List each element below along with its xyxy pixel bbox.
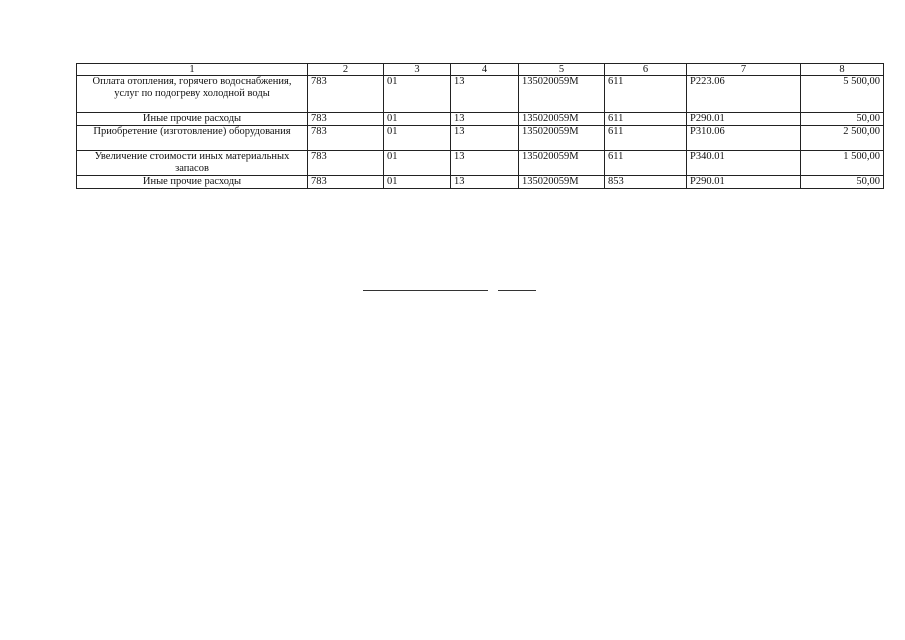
- amount-cell: 50,00: [801, 113, 884, 126]
- code-cell: 783: [308, 113, 384, 126]
- amount-cell: 5 500,00: [801, 76, 884, 113]
- target-article-cell: 135020059M: [519, 113, 605, 126]
- amount-cell: 50,00: [801, 176, 884, 189]
- expense-name: Оплата отопления, горячего водоснабжения, услуг по подогреву холодной воды: [77, 76, 308, 113]
- code-cell: 783: [308, 76, 384, 113]
- table-row: [77, 151, 884, 176]
- expense-name: Иные прочие расходы: [77, 113, 308, 126]
- kosgu-cell: P223.06: [687, 76, 801, 113]
- col-header-1: 1: [77, 64, 308, 76]
- col-header-8: 8: [801, 64, 884, 76]
- target-article-cell: 135020059M: [519, 126, 605, 151]
- subsection-cell: 13: [451, 113, 519, 126]
- target-article-cell: 135020059M: [519, 151, 605, 176]
- col-header-6: 6: [605, 64, 687, 76]
- expense-type-cell: 611: [605, 126, 687, 151]
- target-article-cell: 135020059M: [519, 76, 605, 113]
- expense-type-cell: 853: [605, 176, 687, 189]
- col-header-4: 4: [451, 64, 519, 76]
- code-cell: 783: [308, 126, 384, 151]
- section-cell: 01: [384, 151, 451, 176]
- expense-name: Приобретение (изготовление) оборудования: [77, 126, 308, 151]
- budget-table: [76, 63, 884, 189]
- col-header-2: 2: [308, 64, 384, 76]
- code-cell: 783: [308, 176, 384, 189]
- table-row: [77, 113, 884, 126]
- subsection-cell: 13: [451, 151, 519, 176]
- expense-name: Увеличение стоимости иных материальных запасов: [77, 151, 308, 176]
- expense-type-cell: 611: [605, 113, 687, 126]
- table-row: [77, 176, 884, 189]
- kosgu-cell: P290.01: [687, 113, 801, 126]
- kosgu-cell: P310.06: [687, 126, 801, 151]
- subsection-cell: 13: [451, 126, 519, 151]
- table-row: [77, 126, 884, 151]
- code-cell: 783: [308, 151, 384, 176]
- col-header-7: 7: [687, 64, 801, 76]
- section-cell: 01: [384, 176, 451, 189]
- section-cell: 01: [384, 113, 451, 126]
- col-header-5: 5: [519, 64, 605, 76]
- separator-line: [498, 290, 536, 291]
- table-row: [77, 76, 884, 113]
- expense-name: Иные прочие расходы: [77, 176, 308, 189]
- section-cell: 01: [384, 126, 451, 151]
- subsection-cell: 13: [451, 76, 519, 113]
- amount-cell: 1 500,00: [801, 151, 884, 176]
- kosgu-cell: P290.01: [687, 176, 801, 189]
- header-row: [77, 64, 884, 76]
- target-article-cell: 135020059M: [519, 176, 605, 189]
- separator-line: [363, 290, 488, 291]
- kosgu-cell: P340.01: [687, 151, 801, 176]
- amount-cell: 2 500,00: [801, 126, 884, 151]
- expense-type-cell: 611: [605, 151, 687, 176]
- section-cell: 01: [384, 76, 451, 113]
- subsection-cell: 13: [451, 176, 519, 189]
- col-header-3: 3: [384, 64, 451, 76]
- expense-type-cell: 611: [605, 76, 687, 113]
